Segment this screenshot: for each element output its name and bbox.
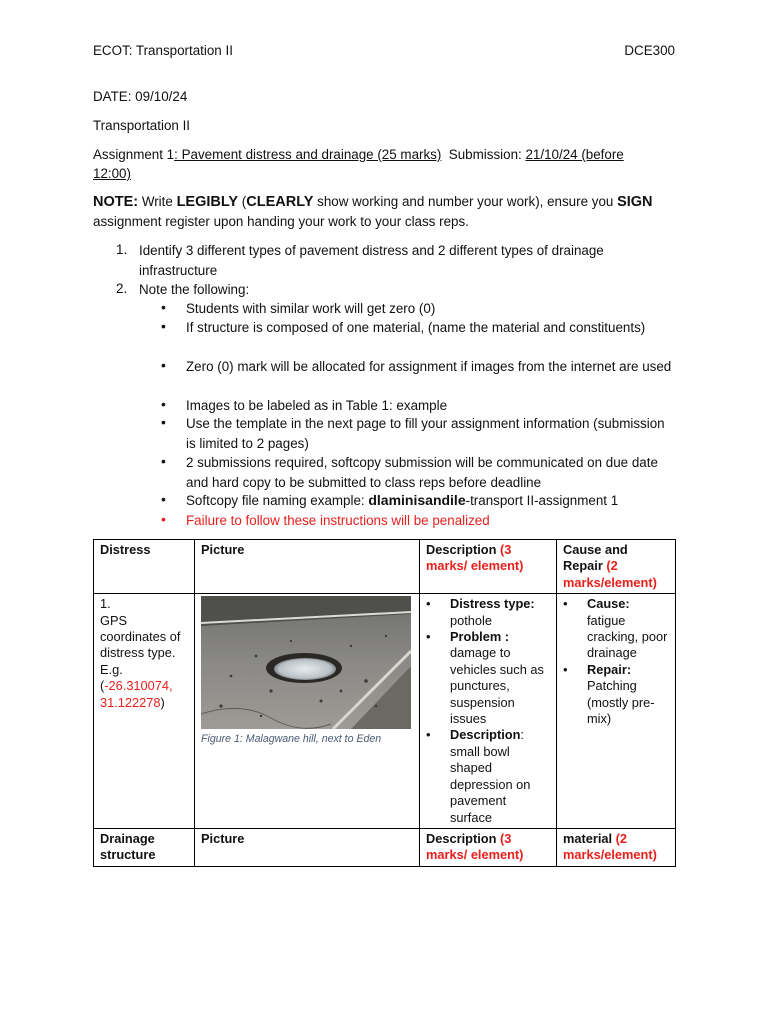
bullet-icon: •: [426, 727, 431, 743]
header-drainage: [94, 828, 195, 866]
gps-text: GPS coordinates of distress type. E.g.: [100, 612, 181, 677]
header-distress-label: Distress: [100, 542, 151, 557]
naming-rest: -transport II-assignment 1: [465, 493, 619, 508]
header-picture-2-label: Picture: [201, 830, 245, 846]
list-item: [426, 727, 550, 825]
header-picture: [195, 540, 420, 594]
header-description-label: Description: [426, 542, 500, 557]
bullet-item-naming: [186, 491, 676, 511]
submission-date: 21/10/24 (before: [525, 147, 624, 162]
header-material: [557, 828, 676, 866]
bullet-icon: •: [426, 629, 431, 645]
desc-text: pothole: [450, 612, 492, 628]
distress-cell: [94, 594, 195, 829]
warning-text: Failure to follow these instructions will be penalized: [186, 513, 490, 528]
submission-label: Submission:: [448, 147, 522, 162]
bullet-item: Students with similar work will get zero (0): [186, 301, 436, 316]
pothole-photo: [201, 596, 411, 729]
note-line-2: assignment register upon handing your work to your class reps.: [93, 214, 469, 229]
list-item: [426, 629, 550, 727]
submission-time: 12:00): [93, 166, 131, 181]
bullet-icon: •: [161, 414, 166, 430]
list-item: [563, 596, 669, 662]
cause-list: [563, 596, 669, 727]
gps-close: ): [160, 694, 165, 710]
bullet-icon: •: [161, 396, 166, 412]
header-material-marks: (2 marks/element): [563, 830, 657, 863]
table-row: [94, 594, 676, 829]
cause-label: Repair:: [587, 661, 632, 677]
header-material-label: material: [563, 830, 616, 846]
header-description-2: [420, 828, 557, 866]
figure-caption: Figure 1: Malagwane hill, next to Eden: [201, 733, 382, 746]
header-description-2-marks: (3 marks/ element): [426, 830, 524, 863]
gps-label: [100, 613, 188, 711]
note-clearly: CLEARLY: [246, 194, 314, 210]
note-text-1: Write: [138, 194, 177, 209]
note-label: NOTE:: [93, 194, 139, 210]
header-cause-marks: (2 marks/element): [563, 558, 657, 590]
note-line: [93, 194, 653, 210]
description-list: [426, 596, 550, 826]
desc-label: Problem :: [450, 629, 510, 645]
list-item: [426, 596, 550, 629]
bullet-item: Images to be labeled as in Table 1: example: [186, 398, 448, 413]
bullet-item: Zero (0) mark will be allocated for assignment if images from the internet are used: [186, 359, 672, 374]
table-header-row: [94, 540, 676, 594]
cause-label: Cause:: [587, 596, 630, 612]
header-description: [420, 540, 557, 594]
header-picture-label: Picture: [201, 542, 245, 557]
desc-text: : small bowl shaped depression on pavement surface: [450, 727, 531, 825]
bullet-icon: •: [563, 661, 568, 677]
header-cause-label: Cause and Repair: [563, 542, 628, 574]
header-cause: [557, 540, 676, 594]
cause-text: Patching (mostly pre-mix): [587, 678, 655, 727]
bullet-icon: •: [161, 511, 166, 527]
desc-label: Description: [450, 727, 521, 743]
note-text-2: (: [238, 194, 247, 209]
gps-open: (: [100, 678, 105, 694]
header-description-2-label: Description: [426, 830, 500, 846]
header-description-marks: (3 marks/ element): [426, 542, 524, 574]
list-number: 1.: [116, 242, 128, 257]
bullet-icon: •: [161, 357, 166, 373]
bullet-icon: •: [161, 299, 166, 315]
date-line: DATE: 09/10/24: [93, 89, 188, 104]
note-legibly: LEGIBLY: [176, 194, 239, 210]
naming-prefix: Softcopy file naming example:: [186, 493, 369, 508]
bullet-item: Use the template in the next page to fill your assignment information (submission is limited to 2 pages): [186, 416, 665, 451]
assignment-title: : Pavement distress and drainage (25 marks): [174, 147, 442, 162]
list-item: Note the following:: [139, 282, 250, 297]
assignment-prefix: Assignment 1: [93, 147, 175, 162]
description-cell: [420, 594, 557, 829]
bullet-icon: •: [563, 596, 568, 612]
bullet-icon: •: [161, 318, 166, 334]
bullet-icon: •: [161, 453, 166, 469]
list-item: Identify 3 different types of pavement distress and 2 different types of drainage infrastructure: [139, 243, 604, 278]
cause-text: fatigue cracking, poor drainage: [587, 612, 668, 661]
bullet-item: If structure is composed of one material, (name the material and constituents): [186, 320, 646, 335]
subject-line: Transportation II: [93, 118, 191, 133]
note-sign: SIGN: [617, 194, 653, 210]
header-course: ECOT: Transportation II: [93, 43, 233, 58]
bullet-item: 2 submissions required, softcopy submission will be communicated on due date and hard copy to be submitted to class reps before deadline: [186, 455, 658, 490]
header-drainage-label: Drainage structure: [100, 830, 156, 863]
table-footer-row: [94, 828, 676, 866]
header-distress: [94, 540, 195, 594]
picture-cell: [195, 594, 420, 829]
desc-label: Distress type:: [450, 596, 535, 612]
gps-coordinates: -26.310074, 31.122278: [100, 678, 173, 710]
desc-text: damage to vehicles such as punctures, suspension issues: [450, 645, 544, 727]
header-picture-2: [195, 828, 420, 866]
assignment-line: [93, 147, 624, 162]
list-item: [563, 662, 669, 728]
example-table: [93, 539, 676, 867]
cause-cell: [557, 594, 676, 829]
list-number: 2.: [116, 281, 128, 296]
header-code: DCE300: [624, 43, 675, 58]
bullet-icon: •: [426, 596, 431, 612]
note-text-3: show working and number your work), ensure you: [313, 194, 618, 209]
bullet-icon: •: [161, 491, 166, 507]
row-number: 1.: [100, 596, 111, 612]
naming-bold: dlaminisandile: [368, 492, 466, 508]
